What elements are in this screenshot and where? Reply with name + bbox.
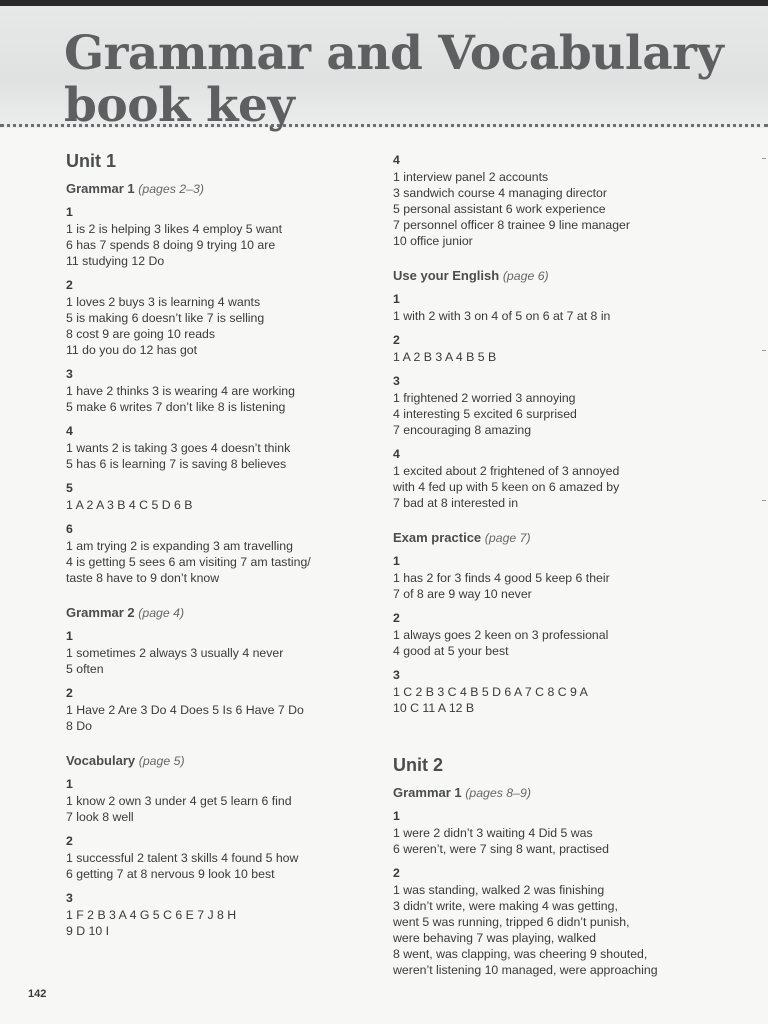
exercise-answers: 1 interview panel 2 accounts 3 sandwich course 4 managing director 5 personal assistant 6 work experience 7 personnel officer 8 trainee 9 line manager 10 office junior [393, 170, 630, 248]
page-reference: (page 5) [138, 754, 185, 768]
title-banner [0, 6, 768, 133]
exercise-number: 3 [66, 367, 73, 381]
exercise-answers: 1 Have 2 Are 3 Do 4 Does 5 Is 6 Have 7 Do 8 Do [66, 703, 304, 733]
exercise-answers: 1 am trying 2 is expanding 3 am travelling 4 is getting 5 sees 6 am visiting 7 am tasting/ taste 8 have to 9 don’t know [66, 539, 311, 585]
exercise-answers: 1 have 2 thinks 3 is wearing 4 are working 5 make 6 writes 7 don’t like 8 is listening [66, 384, 295, 414]
exercise-number: 5 [66, 481, 73, 495]
exercise-answers: 1 has 2 for 3 finds 4 good 5 keep 6 their 7 of 8 are 9 way 10 never [393, 571, 610, 601]
exercise-answers: 1 A 2 B 3 A 4 B 5 B [393, 350, 497, 364]
exercise-answers: 1 is 2 is helping 3 likes 4 employ 5 want 6 has 7 spends 8 doing 9 trying 10 are 11 studying 12 Do [66, 222, 282, 268]
page-reference: (page 6) [502, 269, 549, 283]
exercise-number: 3 [393, 668, 400, 682]
exercise-number: 4 [66, 424, 73, 438]
section-heading [66, 180, 376, 198]
section-vocabulary-continued [393, 152, 723, 249]
section-title: Grammar 1 [393, 785, 462, 800]
exercise-number: 1 [393, 809, 400, 823]
exercise-number: 1 [393, 554, 400, 568]
section-grammar-1 [66, 180, 376, 586]
exercise-number: 1 [66, 629, 73, 643]
exercise-number: 1 [66, 205, 73, 219]
dotted-divider [0, 124, 768, 127]
unit-1-heading: Unit 1 [66, 151, 117, 171]
exercise-number: 2 [393, 333, 400, 347]
exercise-answers: 1 F 2 B 3 A 4 G 5 C 6 E 7 J 8 H 9 D 10 I [66, 908, 237, 938]
section-title: Grammar 2 [66, 605, 135, 620]
exercise-answers: 1 frightened 2 worried 3 annoying 4 interesting 5 excited 6 surprised 7 encouraging 8 amazing [393, 391, 577, 437]
exercise-number: 2 [393, 611, 400, 625]
unit-2-heading: Unit 2 [393, 755, 444, 775]
page-reference: (page 4) [138, 606, 185, 620]
section-title: Exam practice [393, 530, 482, 545]
exercise-answers: 1 C 2 B 3 C 4 B 5 D 6 A 7 C 8 C 9 A 10 C 11 A 12 B [393, 685, 588, 715]
section-grammar-2 [66, 604, 376, 734]
section-vocabulary [66, 752, 376, 939]
page-title [64, 28, 723, 132]
page-reference: (pages 2–3) [138, 182, 204, 196]
section-title: Vocabulary [66, 753, 136, 768]
exercise-answers: 1 always goes 2 keen on 3 professional 4 good at 5 your best [393, 628, 609, 658]
exercise-answers: 1 sometimes 2 always 3 usually 4 never 5 often [66, 646, 284, 676]
title-line-1: Grammar and Vocabulary [64, 26, 724, 81]
exercise-number: 4 [393, 153, 400, 167]
exercise-number: 6 [66, 522, 73, 536]
section-exam-practice [393, 529, 723, 716]
exercise-answers: 1 excited about 2 frightened of 3 annoyed with 4 fed up with 5 keen on 6 amazed by 7 bad at 8 interested in [393, 464, 620, 510]
exercise-number: 3 [393, 374, 400, 388]
section-title: Use your English [393, 268, 500, 283]
page-reference: (pages 8–9) [465, 786, 531, 800]
section-heading [393, 267, 723, 285]
section-use-your-english [393, 267, 723, 511]
exercise-number: 2 [66, 686, 73, 700]
exercise-answers: 1 successful 2 talent 3 skills 4 found 5 how 6 getting 7 at 8 nervous 9 look 10 best [66, 851, 299, 881]
right-column [393, 152, 723, 986]
scan-mark [762, 158, 766, 159]
section-heading [393, 529, 723, 547]
exercise-answers: 1 loves 2 buys 3 is learning 4 wants 5 is making 6 doesn’t like 7 is selling 8 cost 9 are going 10 reads 11 do you do 12 has got [66, 295, 265, 357]
section-heading [66, 604, 376, 622]
title-line-2: book key [64, 78, 295, 133]
exercise-number: 2 [393, 866, 400, 880]
exercise-answers: 1 wants 2 is taking 3 goes 4 doesn’t think 5 has 6 is learning 7 is saving 8 believes [66, 441, 291, 471]
exercise-answers: 1 know 2 own 3 under 4 get 5 learn 6 find 7 look 8 well [66, 794, 292, 824]
exercise-answers: 1 A 2 A 3 B 4 C 5 D 6 B [66, 498, 193, 512]
scan-mark [762, 350, 766, 351]
scan-mark [762, 500, 766, 501]
exercise-answers: 1 was standing, walked 2 was finishing 3 didn’t write, were making 4 was getting, went 5 was running, tripped 6 didn’t punish, were behaving 7 was playing, walked 8 went, was clapping, was cheering 9 shouted, weren’t listening 10 managed, were approaching [393, 883, 658, 977]
section-heading [393, 784, 723, 802]
exercise-number: 2 [66, 278, 73, 292]
exercise-answers: 1 with 2 with 3 on 4 of 5 on 6 at 7 at 8 in [393, 309, 611, 323]
exercise-number: 1 [393, 292, 400, 306]
exercise-number: 3 [66, 891, 73, 905]
section-title: Grammar 1 [66, 181, 135, 196]
exercise-number: 1 [66, 777, 73, 791]
left-column [66, 150, 376, 947]
exercise-number: 2 [66, 834, 73, 848]
exercise-number: 4 [393, 447, 400, 461]
page-number: 142 [28, 988, 47, 1000]
section-unit-2 [393, 754, 723, 978]
section-heading [66, 752, 376, 770]
page-reference: (page 7) [484, 531, 531, 545]
exercise-answers: 1 were 2 didn’t 3 waiting 4 Did 5 was 6 weren’t, were 7 sing 8 want, practised [393, 826, 609, 856]
